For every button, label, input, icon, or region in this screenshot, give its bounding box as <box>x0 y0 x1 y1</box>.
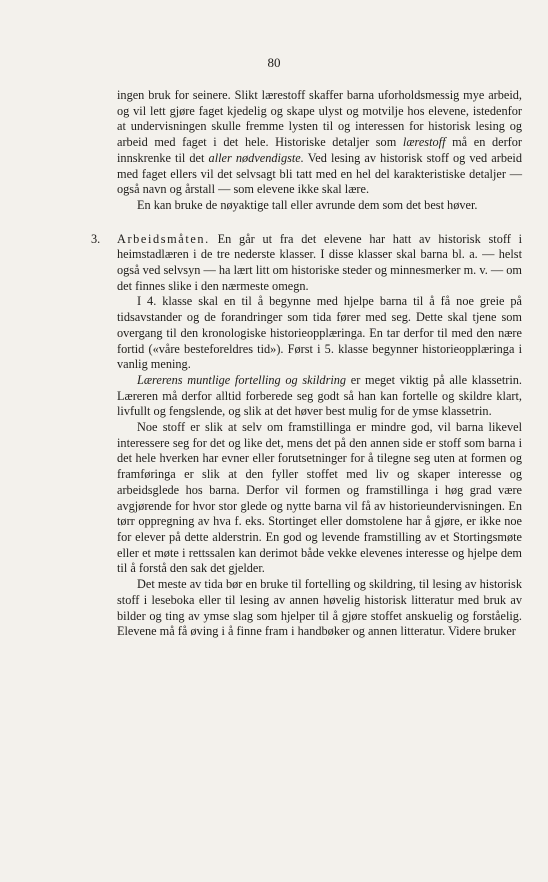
paragraph-7: Det meste av tida bør en bruke til fortelling og skildring, til lesing av historisk stoff i leseboka eller til lesing av annen høvelig historisk litteratur med bruk av bilder og ting av ymse slag som hjelper til å gjøre stoffet anskuelig og forståelig. Elevene må få øving i å finne fram i handbøker og annen litteratur. Videre bruker <box>117 577 522 639</box>
section-3 <box>91 231 522 295</box>
section-number: 3. <box>91 231 101 246</box>
section-title: Arbeidsmåten. <box>117 231 210 246</box>
paragraph-2: En kan bruke de nøyaktige tall eller avrunde dem som det best høver. <box>137 197 478 212</box>
paragraph-1-emphasis-2: aller nødvendigste. <box>208 150 304 165</box>
body-text <box>91 88 523 640</box>
paragraph-1-text: ingen bruk for seinere. Slikt lærestoff skaffer barna uforholdsmessig mye arbeid, og vil lett gjøre faget kjedelig og skape ulyst og motvilje hos elevene, istedenfor at undervisningen skulle fremme lysten til og interessen for historisk lesing og arbeid med faget i det hele. Historiske detaljer som <box>117 88 522 150</box>
section-3-text: En går ut fra det elevene har hatt av historisk stoff i heimstadlæren i de tre nederste klasser. I disse klasser skal barna bl. a. — helst også ved selvsyn — ha lært litt om historiske steder og minnesmerker m. v. — om det finnes slike i den nærmeste omegn. <box>117 231 522 293</box>
paragraph-1-end: Ved lesing av historisk stoff og ved arbeid med faget ellers vil det selvsagt bli tatt med en hel del karakteristiske detaljer — også navn og årstall — som elevene ikke skal lære. <box>117 150 522 197</box>
paragraph-1 <box>117 88 522 198</box>
paragraph-6: Noe stoff er slik at selv om framstillinga er mindre god, vil barna likevel interessere seg for det og like det, mens det på den annen side er stoff som barna i det hele hverken har evner eller forutsetninger for å tilegne seg uten at formen og framføringa er slik at den fyller stoffet med liv og skaper interesse og arbeidsglede hos barna. Derfor vil formen og framstillinga i høg grad være avgjørende for hvor stor glede og nytte barna vil få av historieundervisningen. En tørr oppregning av hva f. eks. Stortinget eller domstolene har å gjøre, er ikke noe for elever på dette alderstrin. En god og levende framstilling av et Stortingsmøte eller et møte i rettssalen kan derimot både vekke elevenes interesse og hjelpe dem til å forstå den sak det gjelder. <box>117 420 522 576</box>
paragraph-1-emphasis-1: lærestoff <box>402 135 446 150</box>
paragraph-5-text: er meget viktig på alle klassetrin. Læreren må derfor alltid forberede seg godt så han kan fortelle og skildre klart, livfullt og fengslende, og slik at det høver best mulig for de ymse klassetrin. <box>117 372 523 419</box>
paragraph-5 <box>117 373 522 420</box>
paragraph-1-middle: må en derfor innskrenke til det <box>117 135 523 165</box>
paragraph-4: I 4. klasse skal en til å begynne med hjelpe barna til å få noe greie på tidsavstander og de forandringer som tida fører med seg. Dette skal tjene som overgang til den kronologiske historieopplæringa. En tar derfor til med den nære fortid («våre besteforeldres tid»). Først i 5. klasse begynner historieopplæringa i vanlig mening. <box>117 294 522 372</box>
page-number: 80 <box>267 55 281 70</box>
paragraph-5-emphasis: Lærerens muntlige fortelling og skildring <box>137 372 347 387</box>
